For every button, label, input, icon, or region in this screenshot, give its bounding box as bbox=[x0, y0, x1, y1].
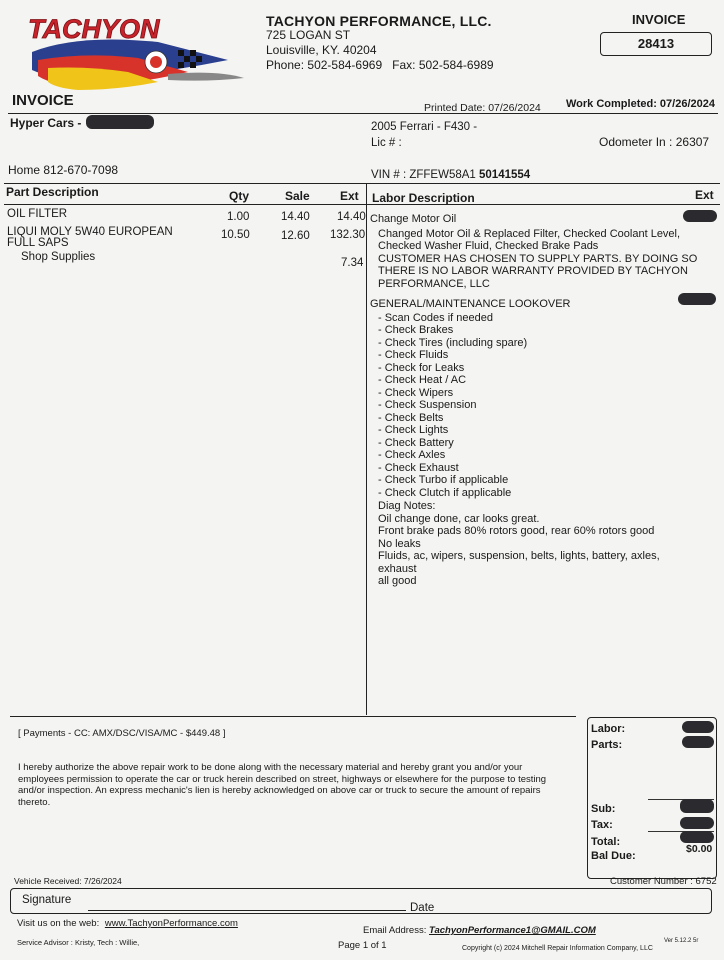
fax-label: Fax: bbox=[392, 58, 416, 72]
part-description: OIL FILTER bbox=[7, 208, 68, 220]
redacted-labor-amount bbox=[678, 293, 716, 305]
part-description-cont: FULL SAPS bbox=[7, 237, 69, 249]
checklist-item: - Check Exhaust bbox=[378, 461, 459, 474]
checklist-item: - Check Belts bbox=[378, 411, 444, 424]
table-top-rule bbox=[4, 183, 720, 184]
visit-label: Visit us on the web: bbox=[17, 918, 100, 929]
header-bottom-rule bbox=[4, 204, 720, 205]
email-link[interactable]: TachyonPerformance1@GMAIL.COM bbox=[429, 925, 596, 936]
checklist-item: - Check Lights bbox=[378, 424, 449, 436]
work-completed: Work Completed: 07/26/2024 bbox=[566, 98, 715, 110]
redacted-parts-total bbox=[682, 736, 714, 748]
diag-notes-title: Diag Notes: bbox=[378, 500, 436, 512]
part-ext: 7.34 bbox=[341, 257, 364, 269]
part-qty: 10.50 bbox=[221, 229, 250, 241]
checklist-item: - Check Clutch if applicable bbox=[378, 486, 512, 499]
visit-row bbox=[17, 918, 238, 929]
printed-date: Printed Date: 07/26/2024 bbox=[424, 102, 541, 114]
part-description: LIQUI MOLY 5W40 EUROPEAN bbox=[7, 226, 173, 238]
vin bbox=[371, 169, 530, 181]
diag-note: Fluids, ac, wipers, suspension, belts, lights, battery, axles, exhaust bbox=[378, 550, 660, 575]
website-link[interactable]: www.TachyonPerformance.com bbox=[104, 918, 238, 929]
odometer-value: 26307 bbox=[675, 135, 710, 149]
company-street: 725 LOGAN ST bbox=[266, 28, 351, 42]
ext-header: Ext bbox=[340, 189, 359, 203]
sale-header: Sale bbox=[285, 189, 310, 203]
qty-header: Qty bbox=[229, 189, 250, 203]
part-description: Shop Supplies bbox=[21, 251, 96, 263]
labor-total-label: Labor: bbox=[591, 723, 626, 735]
bal-due-value: $0.00 bbox=[686, 843, 713, 855]
labor-line: CUSTOMER HAS CHOSEN TO SUPPLY PARTS. BY DOING SO bbox=[378, 252, 698, 265]
customer-name: Hyper Cars - bbox=[10, 116, 82, 130]
column-divider bbox=[366, 183, 367, 715]
company-logo bbox=[18, 12, 248, 97]
part-qty: 1.00 bbox=[227, 211, 250, 223]
customer-phone: Home 812-670-7098 bbox=[8, 163, 119, 177]
parts-total-label: Parts: bbox=[591, 739, 623, 751]
version: Ver 5.12.2 5r bbox=[664, 938, 699, 944]
checklist-item: - Check Tires (including spare) bbox=[378, 336, 528, 349]
checklist-item: - Check Axles bbox=[378, 449, 446, 461]
labor-ext-header: Ext bbox=[695, 188, 714, 202]
service-advisor: Service Advisor : Kristy, Tech : Willie, bbox=[17, 938, 140, 947]
vehicle-received: Vehicle Received: 7/26/2024 bbox=[14, 876, 122, 886]
checklist-item: - Check for Leaks bbox=[378, 361, 465, 374]
company-city: Louisville, KY. 40204 bbox=[266, 43, 377, 57]
license-number: Lic # : bbox=[371, 137, 402, 149]
diag-note: Oil change done, car looks great. bbox=[378, 512, 540, 525]
authorization-line: I hereby authorize the above repair work to be done along with the necessary material and hereby grant you and/or your bbox=[18, 762, 523, 773]
tax-label: Tax: bbox=[591, 819, 613, 831]
email-row bbox=[363, 925, 596, 936]
redacted-total bbox=[680, 831, 714, 843]
odometer-label: Odometer In : bbox=[599, 135, 673, 149]
company-name: TACHYON PERFORMANCE, LLC. bbox=[266, 13, 492, 29]
redacted-tax bbox=[680, 817, 714, 829]
phone-label: Phone: bbox=[266, 58, 305, 72]
total-label: Total: bbox=[591, 836, 621, 848]
diag-note: all good bbox=[378, 575, 417, 587]
checklist-item: - Check Battery bbox=[378, 436, 454, 449]
logo-graphic bbox=[18, 12, 248, 97]
labor-line: THERE IS NO LABOR WARRANTY PROVIDED BY TACHYON bbox=[378, 265, 688, 277]
authorization-line: employees permission to operate the car or truck herein described on street, highways or elsewhere for the purpose to testing bbox=[18, 773, 547, 785]
authorization-line: and/or inspection. An express mechanic's lien is hereby acknowledged on above car or truck to secure the amount of repairs bbox=[18, 785, 541, 796]
sub-label: Sub: bbox=[591, 803, 616, 815]
vehicle-description: 2005 Ferrari - F430 - bbox=[371, 121, 478, 133]
invoice-label: INVOICE bbox=[632, 12, 686, 27]
checklist-item: - Check Heat / AC bbox=[378, 374, 467, 386]
labor-job-title: Change Motor Oil bbox=[370, 213, 457, 225]
checklist-item: - Check Turbo if applicable bbox=[378, 474, 509, 486]
customer-number: Customer Number : 6752 bbox=[610, 876, 717, 887]
company-phone-row bbox=[266, 58, 494, 72]
labor-description-header: Labor Description bbox=[372, 191, 475, 205]
part-ext: 132.30 bbox=[330, 229, 366, 241]
redacted-customer-name bbox=[86, 115, 154, 129]
checklist-item: - Check Fluids bbox=[378, 349, 449, 361]
labor-line: Changed Motor Oil & Replaced Filter, Checked Coolant Level, bbox=[378, 227, 681, 240]
logo-text: TACHYON bbox=[28, 14, 160, 44]
labor-line: PERFORMANCE, LLC bbox=[378, 277, 490, 290]
labor-section bbox=[370, 213, 700, 588]
diag-note: No leaks bbox=[378, 537, 421, 550]
email-label: Email Address: bbox=[363, 925, 427, 936]
date-label: Date bbox=[410, 902, 435, 914]
date-line[interactable] bbox=[438, 913, 664, 914]
fax-number: 502-584-6989 bbox=[418, 58, 494, 72]
checklist-item: - Check Suspension bbox=[378, 399, 477, 411]
payments-line: [ Payments - CC: AMX/DSC/VISA/MC - $449.48 ] bbox=[18, 728, 226, 739]
header-divider bbox=[8, 113, 718, 114]
copyright: Copyright (c) 2024 Mitchell Repair Information Company, LLC bbox=[462, 945, 653, 952]
part-sale: 14.40 bbox=[281, 211, 310, 223]
odometer bbox=[599, 135, 709, 149]
signature-label: Signature bbox=[22, 894, 72, 906]
invoice-number: 28413 bbox=[600, 32, 712, 56]
vin-label: VIN # : ZFFEW58A1 bbox=[371, 169, 476, 181]
checklist-item: - Check Wipers bbox=[378, 386, 454, 399]
redacted-sub bbox=[680, 799, 714, 813]
redacted-labor-total bbox=[682, 721, 714, 733]
signature-line[interactable] bbox=[88, 910, 406, 911]
labor-job-title: GENERAL/MAINTENANCE LOOKOVER bbox=[370, 298, 571, 310]
phone-number: 502-584-6969 bbox=[307, 58, 383, 72]
part-description-header: Part Description bbox=[6, 185, 99, 199]
redacted-labor-amount bbox=[683, 210, 717, 222]
checklist-item: - Check Brakes bbox=[378, 324, 454, 336]
authorization-text bbox=[18, 762, 578, 808]
checklist-item: - Scan Codes if needed bbox=[378, 311, 493, 324]
invoice-heading: INVOICE bbox=[12, 92, 74, 109]
vin-tail: 50141554 bbox=[479, 169, 531, 181]
page-number: Page 1 of 1 bbox=[338, 940, 387, 951]
part-ext: 14.40 bbox=[337, 211, 366, 223]
diag-note: Front brake pads 80% rotors good, rear 60% rotors good bbox=[378, 525, 655, 537]
labor-line: Checked Washer Fluid, Checked Brake Pads bbox=[378, 240, 599, 252]
footer-divider bbox=[10, 716, 576, 717]
authorization-line: thereto. bbox=[18, 796, 51, 808]
part-sale: 12.60 bbox=[281, 230, 310, 242]
bal-due-label: Bal Due: bbox=[591, 850, 636, 862]
